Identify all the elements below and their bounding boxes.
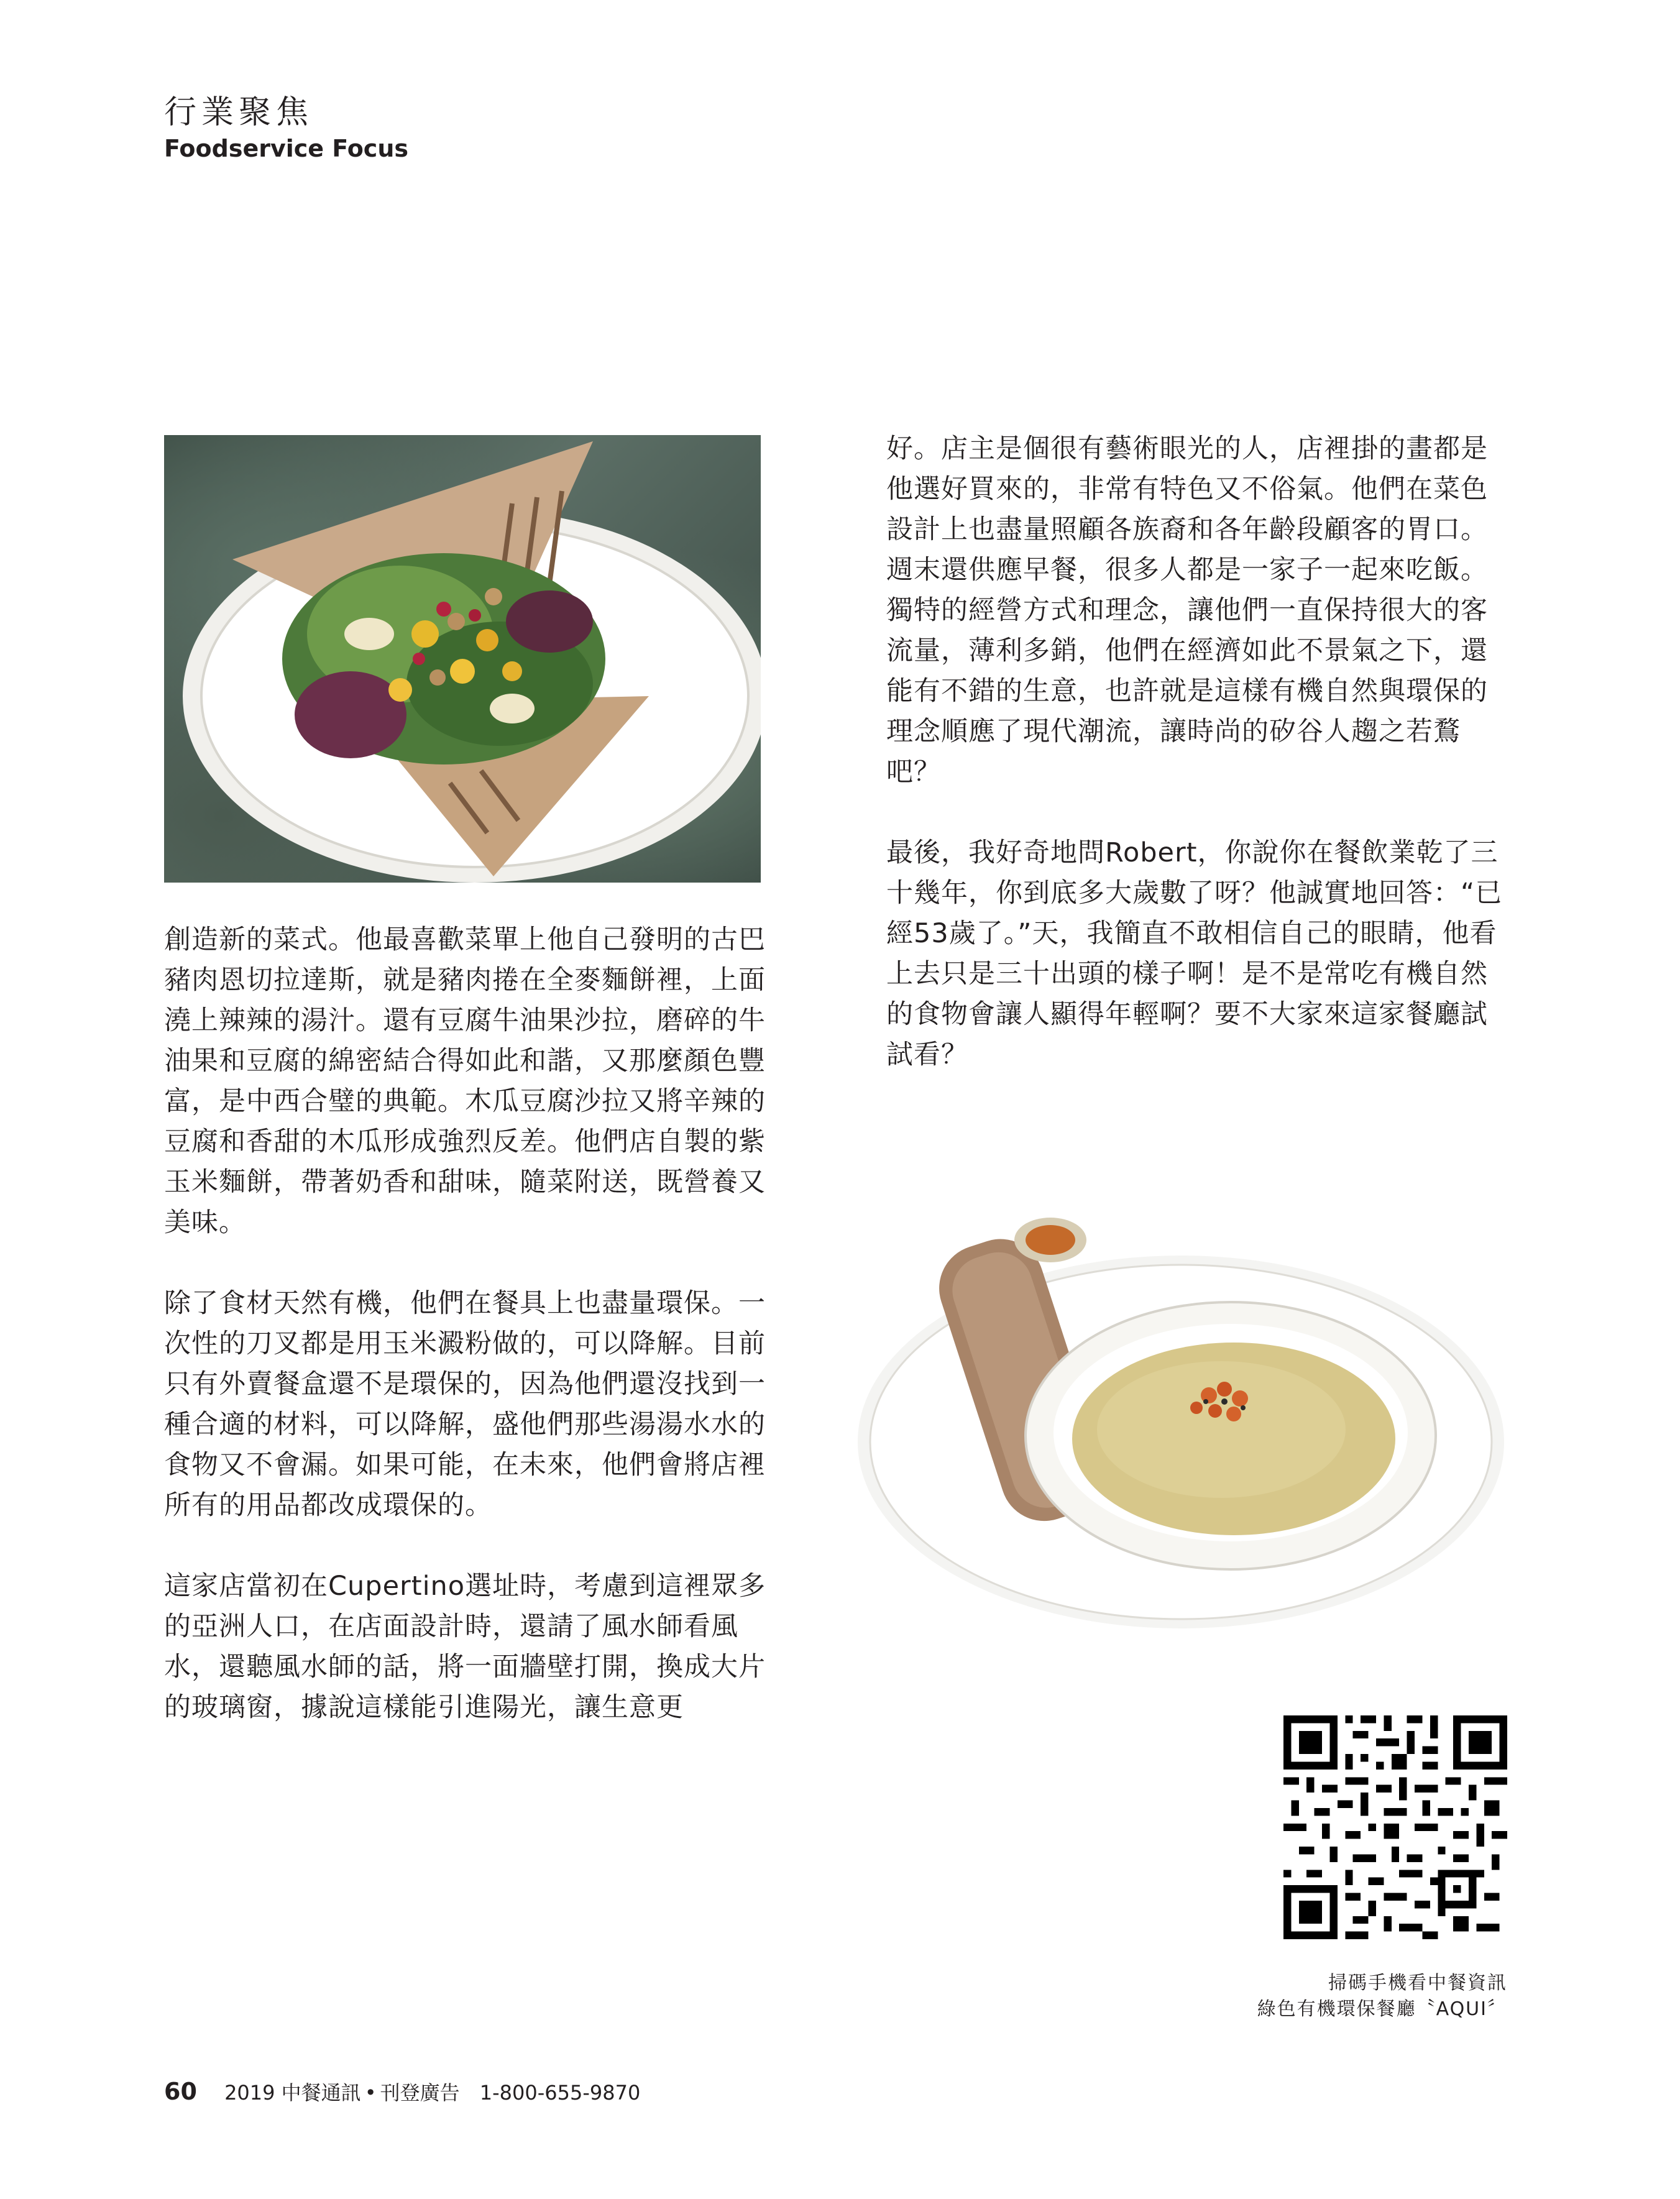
paragraph: 除了食材天然有機，他們在餐具上也盡量環保。一次性的刀叉都是用玉米澱粉做的，可以降解。目前只有外賣餐盒還不是環保的，因為他們還沒找到一種合適的材料，可以降解，盛他們那些湯湯水水的食物又不會漏。如果可能，在未來，他們會將店裡所有的用品都改成環保的。 [164, 1288, 766, 1521]
footer-publication: 中餐通訊 [281, 2081, 361, 2105]
paragraph: 最後，我好奇地問Robert，你說你在餐飲業乾了三十幾年，你到底多大歲數了呀？他誠實地回答：“已經53歲了。”天，我簡直不敢相信自己的眼睛，他看上去只是三十出頭的樣子啊！是不是常吃有機自然的食物會讓人顯得年輕啊？要不大家來這家餐廳試試看？ [886, 837, 1503, 1070]
qr-caption-line1: 掃碼手機看中餐資訊 [1328, 1972, 1507, 1994]
footer-bullet: • [364, 2081, 377, 2105]
article-column-left [164, 920, 773, 1768]
qr-caption [1257, 1970, 1507, 2022]
paragraph: 這家店當初在Cupertino選址時，考慮到這裡眾多的亞洲人口，在店面設計時，還請了風水師看風水，還聽風水師的話，將一面牆壁打開，換成大片的玻璃窗，據說這樣能引進陽光，讓生意更 [164, 1571, 766, 1723]
footer-year: 2019 [224, 2081, 275, 2105]
paragraph: 好。店主是個很有藝術眼光的人，店裡掛的畫都是他選好買來的，非常有特色又不俗氣。他們在菜色設計上也盡量照顧各族裔和各年齡段顧客的胃口。週末還供應早餐，很多人都是一家子一起來吃飯。獨特的經營方式和理念，讓他們一直保持很大的客流量，薄利多銷，他們在經濟如此不景氣之下，還能有不錯的生意，也許就是這樣有機自然與環保的理念順應了現代潮流，讓時尚的矽谷人趨之若鶩吧？ [886, 433, 1488, 787]
soup-wrap-illustration [836, 1181, 1507, 1641]
qr-code-graphic [1283, 1715, 1507, 1939]
section-title-chinese: 行業聚焦 [164, 94, 314, 131]
salad-photo [164, 435, 761, 883]
article-column-right [886, 429, 1508, 1116]
footer-ad-label: 刊登廣告 [380, 2081, 460, 2105]
page-number: 60 [164, 2078, 197, 2105]
section-title-english: Foodservice Focus [164, 135, 409, 162]
section-header [164, 92, 408, 164]
page-footer [164, 2078, 640, 2106]
salad-illustration [164, 435, 761, 883]
qr-code[interactable] [1283, 1715, 1507, 1939]
soup-wrap-photo [836, 1181, 1507, 1641]
footer-phone: 1-800-655-9870 [479, 2081, 641, 2105]
paragraph: 創造新的菜式。他最喜歡菜單上他自己發明的古巴豬肉恩切拉達斯，就是豬肉捲在全麥麵餅裡，上面澆上辣辣的湯汁。還有豆腐牛油果沙拉，磨碎的牛油果和豆腐的綿密結合得如此和諧，又那麼顏色豐富，是中西合璧的典範。木瓜豆腐沙拉又將辛辣的豆腐和香甜的木瓜形成強烈反差。他們店自製的紫玉米麵餅，帶著奶香和甜味，隨菜附送，既營養又美味。 [164, 924, 766, 1238]
qr-caption-line2: 綠色有機環保餐廳〝AQUI〞 [1257, 1998, 1507, 2020]
